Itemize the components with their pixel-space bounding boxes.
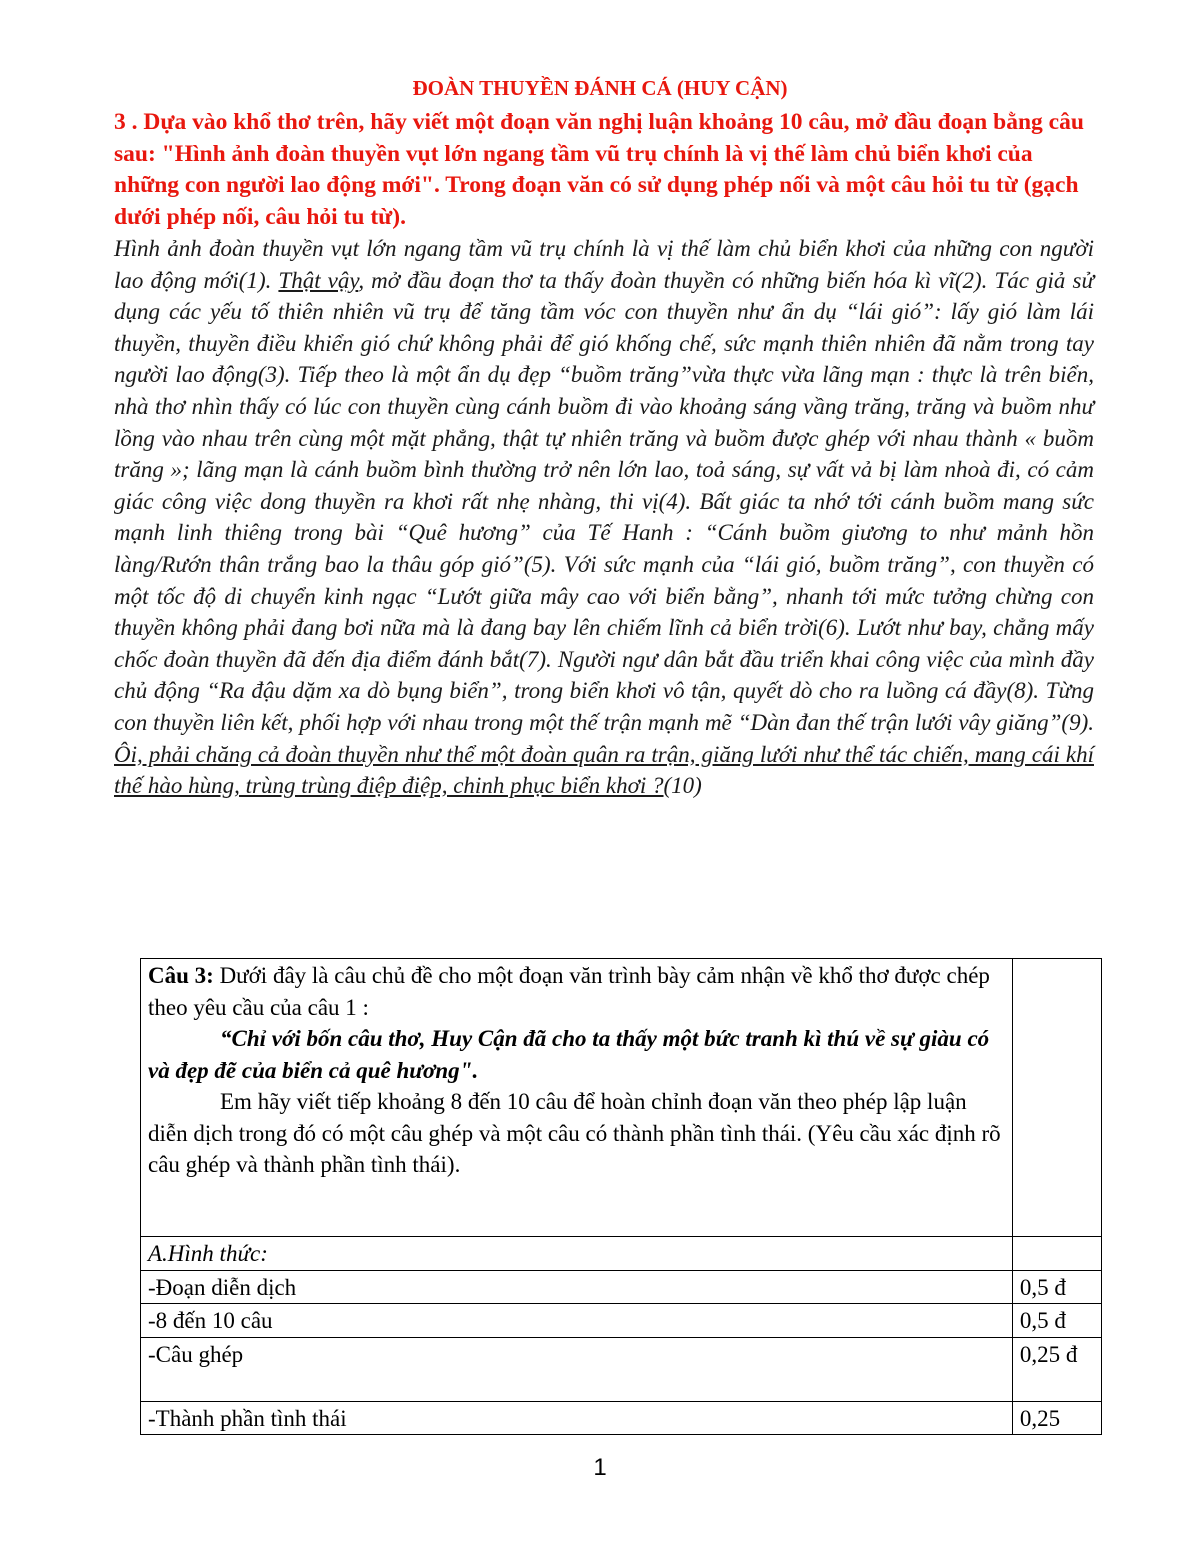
table-row: [141, 1401, 1102, 1435]
section-a-heading: A.Hình thức:: [141, 1237, 1013, 1271]
question-prompt: 3 . Dựa vào khổ thơ trên, hãy viết một đoạn văn nghị luận khoảng 10 câu, mở đầu đoạn bằng câu sau: "Hình ảnh đoàn thuyền vụt lớn ngang tầm vũ trụ chính là vị thế làm chủ biển khơi của những con người lao động mới". Trong đoạn văn có sử dụng phép nối và một câu hỏi tu từ (gạch dưới phép nối, câu hỏi tu từ).: [114, 109, 1084, 230]
question-3-quote: “Chỉ với bốn câu thơ, Huy Cận đã cho ta thấy một bức tranh kì thú về sự giàu có và đẹp đẽ của biển cả quê hương".: [148, 1026, 990, 1083]
answer-paragraph: [114, 233, 1094, 802]
answer-text-end: (10): [663, 773, 702, 799]
question-3-text: Dưới đây là câu chủ đề cho một đoạn văn trình bày cảm nhận về khổ thơ được chép theo yêu cầu của câu 1 :: [148, 963, 990, 1020]
document-title: ĐOÀN THUYỀN ĐÁNH CÁ (HUY CẬN): [412, 76, 788, 100]
question-3-label: Câu 3:: [148, 963, 214, 988]
rhetorical-question-underlined: Ôi, phải chăng cả đoàn thuyền như thể một đoàn quân ra trận, giăng lưới như thể tác chiến, mang cái khí thế hào hùng, trùng trùng điệp điệp, chinh phục biển khơi ?: [114, 741, 1094, 799]
score-cell: 0,25 đ: [1012, 1337, 1101, 1401]
score-cell: 0,25: [1012, 1401, 1101, 1435]
criterion-cell: -Đoạn diễn dịch: [141, 1270, 1013, 1304]
score-cell-empty: [1012, 959, 1101, 1237]
criterion-cell: -8 đến 10 câu: [141, 1304, 1013, 1338]
answer-text-2: , mở đầu đoạn thơ ta thấy đoàn thuyền có những biến hóa kì vĩ(2). Tác giả sử dụng các yếu tố thiên nhiên vũ trụ để tăng tầm vóc con thuyền như ẩn dụ “lái gió”: lấy gió làm lái thuyền, thuyền điều khiển gió chứ không phải để gió khống chế, sức mạnh thiên nhiên đã nằm trong tay người lao động(3). Tiếp theo là một ẩn dụ đẹp “buồm trăng”vừa thực vừa lãng mạn : thực là trên biển, nhà thơ nhìn thấy có lúc con thuyền cùng cánh buồm đi vào khoảng sáng vầng trăng, trăng và buồm như lồng vào nhau trên cùng một mặt phẳng, thật tự nhiên trăng và buồm được ghép với nhau thành « buồm trăng »; lãng mạn là cánh buồm bình thường trở nên lớn lao, toả sáng, sự vất vả bị làm nhoà đi, có cảm giác công việc dong thuyền ra khơi rất nhẹ nhàng, thi vị(4). Bất giác ta nhớ tới cánh buồm mang sức mạnh linh thiêng trong bài “Quê hương” của Tế Hanh : “Cánh buồm giương to như mảnh hồn làng/Rướn thân trắng bao la thâu góp gió”(5). Với sức mạnh của “lái gió, buồm trăng”, con thuyền có một tốc độ di chuyển kinh ngạc “Lướt giữa mây cao với biển bằng”, nhanh tới mức tưởng chừng con thuyền không phải đang bơi nữa mà là đang bay lên chiếm lĩnh cả biển trời(6). Lướt như bay, chẳng mấy chốc đoàn thuyền đã đến địa điểm đánh bắt(7). Người ngư dân bắt đầu triển khai công việc của mình đầy chủ động “Ra đậu dặm xa dò bụng biển”, trong biển khơi vô tận, quyết dò cho ra luồng cá đầy(8). Từng con thuyền liên kết, phối hợp với nhau trong một thế trận mạnh mẽ “Dàn đan thế trận lưới vây giăng”(9).: [114, 267, 1094, 735]
score-cell: 0,5 đ: [1012, 1270, 1101, 1304]
question-3-cell: [141, 959, 1013, 1237]
table-row: [141, 1270, 1102, 1304]
question-3-intro: [148, 960, 1005, 1023]
page-number: 1: [593, 1454, 607, 1481]
score-cell-empty: [1012, 1237, 1101, 1271]
criterion-cell: -Thành phần tình thái: [141, 1401, 1013, 1435]
table-row: [141, 1337, 1102, 1401]
grading-table: [140, 958, 1102, 1435]
connector-underlined: Thật vậy: [278, 267, 359, 293]
table-row: [141, 1304, 1102, 1338]
table-row: [141, 1237, 1102, 1271]
criterion-cell: -Câu ghép: [141, 1337, 1013, 1401]
score-cell: 0,5 đ: [1012, 1304, 1101, 1338]
answer-text-1: Hình ảnh đoàn thuyền vụt lớn ngang tầm vũ trụ chính là vị thế làm chủ biển khơi của những con người lao động mới(1).: [114, 236, 1094, 293]
table-row: [141, 959, 1102, 1237]
question-3-task: Em hãy viết tiếp khoảng 8 đến 10 câu để hoàn chỉnh đoạn văn theo phép lập luận diễn dịch trong đó có một câu ghép và một câu có thành phần tình thái. (Yêu cầu xác định rõ câu ghép và thành phần tình thái).: [148, 1089, 1001, 1177]
